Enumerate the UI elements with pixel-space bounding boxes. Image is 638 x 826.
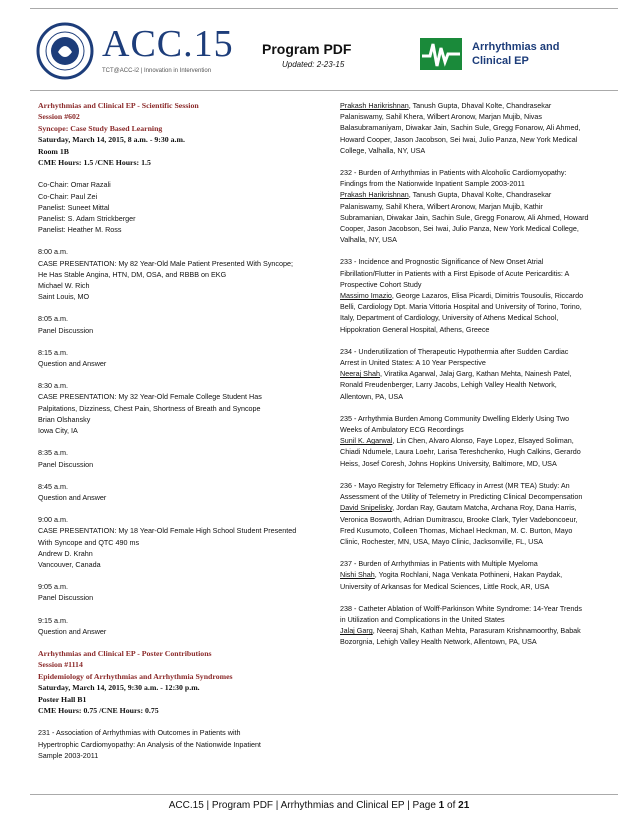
chair-0: Co-Chair: Omar Razali bbox=[38, 180, 111, 190]
event-time: 8:15 a.m. bbox=[38, 347, 68, 357]
presenter-name: David Snipelisky bbox=[340, 503, 393, 513]
footer-of: of bbox=[444, 800, 459, 811]
event-location: Vancouver, Canada bbox=[38, 559, 101, 569]
session-track: Arrhythmias and Clinical EP - Poster Contributions bbox=[38, 648, 212, 658]
session-cme: CME Hours: 0.75 /CNE Hours: 0.75 bbox=[38, 705, 159, 715]
abstract-title-cont: Arrest in United States: A 10 Year Perspective bbox=[340, 358, 486, 368]
author-line: Bozorgnia, Lehigh Valley Health Network, Allentown, PA, USA bbox=[340, 637, 537, 647]
footer-rule bbox=[30, 794, 618, 795]
page-header bbox=[0, 0, 638, 92]
session-block-1114 bbox=[38, 648, 308, 716]
event-title: Panel Discussion bbox=[38, 325, 94, 335]
left-column bbox=[38, 100, 308, 761]
acc-logo bbox=[36, 22, 236, 80]
abstract-title: 237 - Burden of Arrhythmias in Patients with Multiple Myeloma bbox=[340, 559, 538, 569]
presenter-name: Sunil K. Agarwal bbox=[340, 436, 393, 446]
author-line: College, Valhalla, NY, USA bbox=[340, 145, 426, 155]
event-title: Question and Answer bbox=[38, 359, 107, 369]
top-rule bbox=[30, 8, 618, 9]
author-line: Veronica Bosworth, Adrian Dumitrascu, Brooke Clark, Tyler Vadeboncoeur, bbox=[340, 514, 578, 524]
author-line: Fred Kusumoto, Colleen Thomas, Michael Heckman, M. C. Burton, Mayo bbox=[340, 525, 573, 535]
author-line: , Tanush Gupta, Dhaval Kolte, Chandrasekar bbox=[408, 190, 552, 200]
right-column bbox=[340, 100, 612, 648]
author-line: , Jordan Ray, Gautam Matcha, Archana Roy, Dana Harris, bbox=[392, 503, 577, 513]
author-line: , George Lazaros, Elisa Picardi, Dimitris Tousoulis, Riccardo bbox=[391, 291, 584, 301]
event-location: Saint Louis, MO bbox=[38, 292, 90, 302]
event-speaker: Andrew D. Krahn bbox=[38, 548, 93, 558]
abstract-title: 236 - Mayo Registry for Telemetry Efficacy in Arrest (MR TEA) Study: An bbox=[340, 480, 570, 490]
panelist-0: Panelist: Suneet Mittal bbox=[38, 202, 110, 212]
abstract-234 bbox=[340, 346, 612, 402]
presenter-name: Nishi Shah bbox=[340, 570, 375, 580]
session-number: Session #602 bbox=[38, 112, 80, 122]
abstract-title-cont: Hypertrophic Cardiomyopathy: An Analysis of the Nationwide Inpatient bbox=[38, 739, 261, 749]
presenter-name: Prakash Harikrishnan bbox=[340, 101, 409, 110]
program-title: Program PDF bbox=[262, 41, 352, 57]
author-line: , Yogita Rochlani, Naga Venkata Pothineni, Hakan Paydak, bbox=[374, 570, 563, 580]
author-line: , Viratika Agarwal, Jalaj Garg, Kathan Mehta, Nainesh Patel, bbox=[379, 369, 572, 379]
abstract-title: 234 - Underutilization of Therapeutic Hypothermia after Sudden Cardiac bbox=[340, 346, 569, 356]
event-title-cont: With Syncope and QTC 490 ms bbox=[38, 537, 140, 547]
author-line: Palaniswamy, Sahil Khera, Wilbert Aronow, Marjan Mujib, Kathir bbox=[340, 201, 543, 211]
author-line: University of Arkansas for Medical Sciences, Little Rock, AR, USA bbox=[340, 581, 550, 591]
event-title: CASE PRESENTATION: My 82 Year-Old Male Patient Presented With Syncope; bbox=[38, 258, 293, 268]
session-cme: CME Hours: 1.5 /CNE Hours: 1.5 bbox=[38, 158, 151, 168]
page-footer bbox=[0, 800, 638, 811]
author-line: Chiadi Ndumele, Laura Loehr, Larisa Tereshchenko, Hugh Calkins, Gerardo bbox=[340, 447, 581, 457]
panelist-2: Panelist: Heather M. Ross bbox=[38, 225, 122, 235]
event-title: CASE PRESENTATION: My 18 Year-Old Female High School Student Presented bbox=[38, 526, 297, 536]
event-time: 9:15 a.m. bbox=[38, 615, 68, 625]
abstract-231-authors bbox=[340, 100, 612, 156]
panelist-1: Panelist: S. Adam Strickberger bbox=[38, 214, 136, 224]
event-time: 8:05 a.m. bbox=[38, 314, 68, 324]
author-line: Palaniswamy, Sahil Khera, Wilbert Aronow, Marjan Mujib, Nivas bbox=[340, 112, 542, 122]
topic-title bbox=[472, 40, 559, 68]
author-line: Heiss, Josef Coresh, Johns Hopkins University, Baltimore, MD, USA bbox=[340, 458, 557, 468]
event-title-cont: He Has Stable Angina, HTN, DM, OSA, and RBBB on EKG bbox=[38, 269, 227, 279]
header-rule bbox=[30, 90, 618, 91]
presenter-name: Prakash Harikrishnan bbox=[340, 190, 409, 200]
page-number: 1 bbox=[438, 800, 445, 811]
session-block-602 bbox=[38, 100, 308, 168]
abstract-title-cont: Sample 2003-2011 bbox=[38, 750, 99, 760]
author-line: , Tanush Gupta, Dhaval Kolte, Chandrasekar bbox=[408, 101, 552, 110]
abstract-title-cont: Weeks of Ambulatory ECG Recordings bbox=[340, 425, 464, 435]
presenter-name: Jalaj Garg bbox=[340, 626, 373, 636]
abstract-title-cont: Findings from the Nationwide Inpatient Sample 2003-2011 bbox=[340, 179, 525, 189]
logo-wordmark: ACC.15 bbox=[102, 23, 234, 65]
updated-date: Updated: 2-23-15 bbox=[282, 60, 345, 69]
author-line: , Neeraj Shah, Kathan Mehta, Parasuram Krishnamoorthy, Babak bbox=[372, 626, 581, 636]
author-line: Belli, Cardiology Dpt. Maria Vittoria Hospital and University of Torino, Torino, bbox=[340, 302, 582, 312]
author-line: Ronald Freudenberger, Larry Jacobs, Lehigh Valley Health Network, bbox=[340, 380, 557, 390]
event-title: CASE PRESENTATION: My 32 Year-Old Female College Student Has bbox=[38, 392, 262, 402]
event-time: 8:35 a.m. bbox=[38, 448, 68, 458]
author-line: Valhalla, NY, USA bbox=[340, 235, 397, 245]
presenter-name: Massimo Imazio bbox=[340, 291, 392, 301]
author-line: , Lin Chen, Alvaro Alonso, Faye Lopez, Elsayed Soliman, bbox=[392, 436, 574, 446]
event-time: 8:30 a.m. bbox=[38, 381, 68, 391]
presenter-name: Neeraj Shah bbox=[340, 369, 380, 379]
abstract-236 bbox=[340, 480, 612, 547]
abstract-233 bbox=[340, 256, 612, 334]
author-line: Howard Cooper, Jason Jacobson, Sei Iwai, Julio Panza, New York Medical bbox=[340, 134, 578, 144]
event-location: Iowa City, IA bbox=[38, 426, 78, 436]
author-line: Clinic, Rochester, MN, USA, Mayo Clinic, Jacksonville, FL, USA bbox=[340, 536, 543, 546]
session-time: Saturday, March 14, 2015, 9:30 a.m. - 12:30 p.m. bbox=[38, 683, 200, 693]
session-title: Syncope: Case Study Based Learning bbox=[38, 123, 163, 133]
event-title: Question and Answer bbox=[38, 626, 107, 636]
session-number: Session #1114 bbox=[38, 660, 83, 670]
event-title: Question and Answer bbox=[38, 492, 107, 502]
logo-tagline: TCT@ACC-i2 | Innovation in Intervention bbox=[102, 68, 212, 74]
event-speaker: Brian Olshansky bbox=[38, 414, 91, 424]
author-line: Cooper, Jason Jacobson, Sei Iwai, Julio Panza, New York Medical College, bbox=[340, 224, 579, 234]
topic-line-2: Clinical EP bbox=[472, 55, 529, 67]
abstract-title-cont: Prospective Cohort Study bbox=[340, 279, 422, 289]
acc-seal-icon bbox=[36, 22, 94, 80]
abstract-title: 231 - Association of Arrhythmias with Outcomes in Patients with bbox=[38, 728, 241, 738]
abstract-title: 233 - Incidence and Prognostic Significance of New Onset Atrial bbox=[340, 257, 544, 267]
abstract-title-cont: Assessment of the Utility of Telemetry in Predicting Clinical Decompensation bbox=[340, 492, 583, 502]
abstract-title-cont: Fibrillation/Flutter in Patients with a First Episode of Acute Pericarditis: A bbox=[340, 268, 570, 278]
session-track: Arrhythmias and Clinical EP - Scientific Session bbox=[38, 101, 199, 110]
session-time: Saturday, March 14, 2015, 8 a.m. - 9:30 a.m. bbox=[38, 135, 185, 145]
ep-waveform-icon bbox=[420, 38, 462, 70]
event-title: Panel Discussion bbox=[38, 593, 94, 603]
event-title: Panel Discussion bbox=[38, 459, 94, 469]
event-time: 9:00 a.m. bbox=[38, 515, 68, 525]
abstract-title: 238 - Catheter Ablation of Wolff-Parkinson White Syndrome: 14-Year Trends bbox=[340, 603, 582, 613]
abstract-title: 232 - Burden of Arrhythmias in Patients with Alcoholic Cardiomyopathy: bbox=[340, 168, 567, 178]
author-line: Italy, Department of Cardiology, University of Athens Medical School, bbox=[340, 313, 559, 323]
event-speaker: Michael W. Rich bbox=[38, 281, 90, 291]
session-room: Room 1B bbox=[38, 146, 69, 156]
footer-text: ACC.15 | Program PDF | Arrhythmias and Clinical EP | Page bbox=[168, 800, 439, 811]
session-room: Poster Hall B1 bbox=[38, 694, 87, 704]
abstract-238 bbox=[340, 603, 612, 648]
abstract-237 bbox=[340, 558, 612, 592]
author-line: Subramanian, Diwakar Jain, Sachin Sule, Gregg Fonarow, Ali Ahmed, Howard bbox=[340, 212, 589, 222]
author-line: Allentown, PA, USA bbox=[340, 391, 403, 401]
session-title: Epidemiology of Arrhythmias and Arrhythmia Syndromes bbox=[38, 671, 233, 681]
event-title-cont: Palpitations, Dizziness, Chest Pain, Shortness of Breath and Syncope bbox=[38, 403, 261, 413]
author-line: Hippokration General Hospital, Athens, Greece bbox=[340, 324, 490, 334]
page-total: 21 bbox=[458, 800, 470, 811]
abstract-title-cont: in Utilization and Complications in the United States bbox=[340, 614, 505, 624]
chair-1: Co-Chair: Paul Zei bbox=[38, 191, 98, 201]
abstract-235 bbox=[340, 413, 612, 469]
abstract-232 bbox=[340, 167, 612, 245]
abstract-title: 235 - Arrhythmia Burden Among Community Dwelling Elderly Using Two bbox=[340, 413, 570, 423]
event-time: 9:05 a.m. bbox=[38, 582, 68, 592]
event-time: 8:00 a.m. bbox=[38, 247, 68, 257]
topic-line-1: Arrhythmias and bbox=[472, 41, 560, 53]
event-time: 8:45 a.m. bbox=[38, 481, 68, 491]
author-line: Balasubramaniyam, Diwakar Jain, Sachin Sule, Gregg Fonarow, Ali Ahmed, bbox=[340, 123, 581, 133]
